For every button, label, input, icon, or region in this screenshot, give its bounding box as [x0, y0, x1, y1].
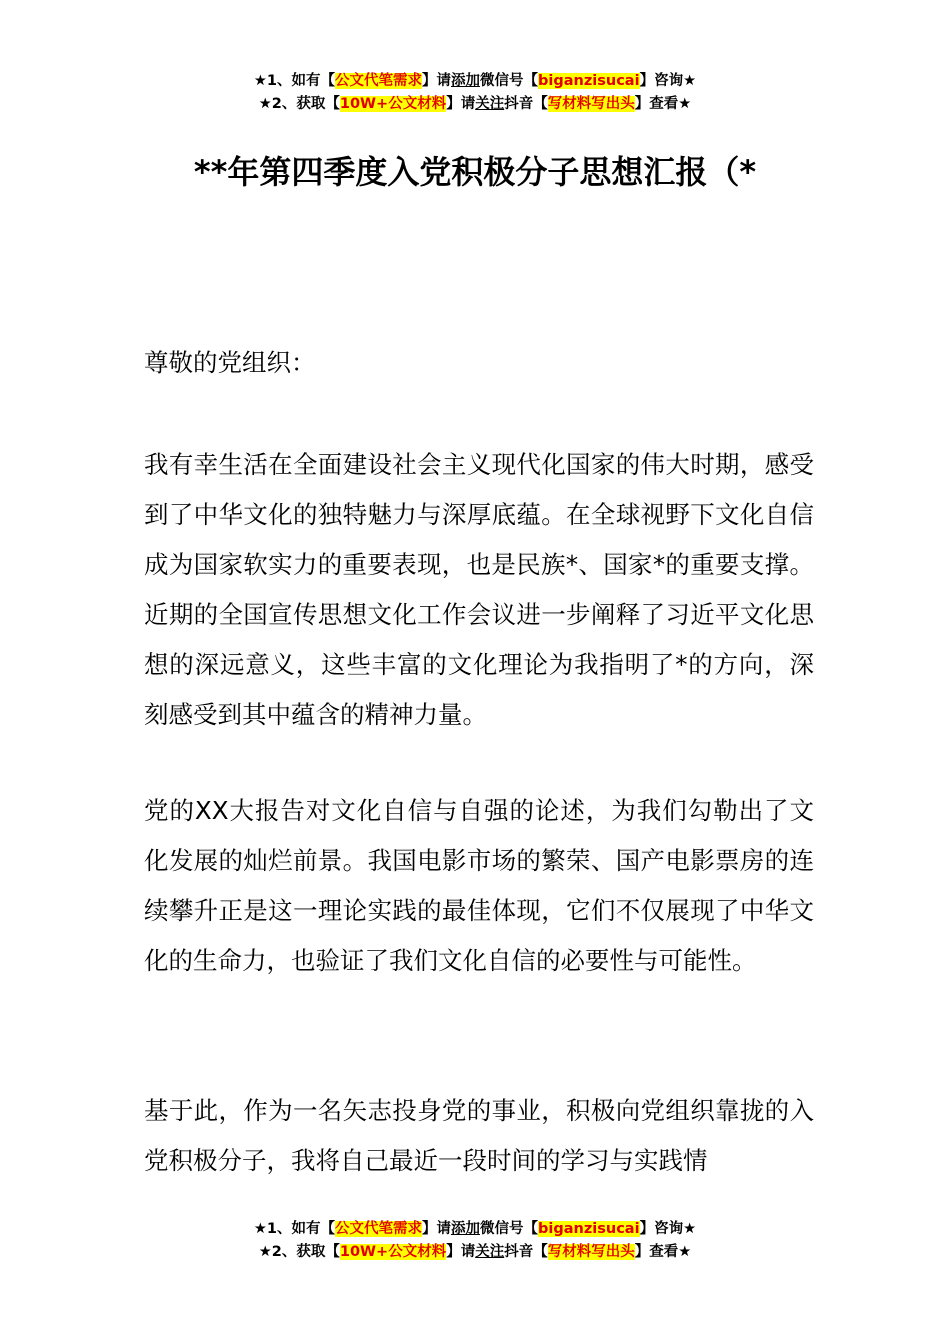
promo-text: 2、获取【	[271, 1244, 340, 1260]
promo-text: 抖音【	[504, 96, 548, 112]
document-title: **年第四季度入党积极分子思想汇报（*	[193, 153, 757, 191]
promo-underline: 关注	[475, 1244, 505, 1260]
promo-highlight: 公文代笔需求	[335, 1221, 423, 1237]
promo-underline: 添加	[451, 73, 481, 89]
promo-line-1	[0, 1218, 950, 1241]
promo-wechat-id: biganzisucai	[538, 1221, 640, 1237]
promo-banner-top	[0, 70, 950, 116]
promo-banner-bottom	[0, 1218, 950, 1264]
star-icon: ★	[253, 73, 267, 89]
promo-underline: 添加	[451, 1221, 481, 1237]
promo-text: 】咨询★	[639, 1221, 697, 1237]
promo-text: 】请	[422, 73, 452, 89]
star-icon: ★	[258, 96, 272, 112]
promo-text: 2、获取【	[271, 96, 340, 112]
promo-douyin-id: 写材料写出头	[547, 96, 635, 112]
promo-text: 】请	[422, 1221, 452, 1237]
salutation: 尊敬的党组织：	[144, 348, 316, 377]
promo-text: 微信号【	[480, 73, 539, 89]
promo-text: 】查看★	[634, 96, 692, 112]
promo-underline: 关注	[475, 96, 505, 112]
promo-line-2	[0, 1241, 950, 1264]
promo-text: 】请	[446, 1244, 476, 1260]
promo-text: 抖音【	[504, 1244, 548, 1260]
promo-text: 微信号【	[480, 1221, 539, 1237]
promo-text: 】咨询★	[639, 73, 697, 89]
promo-highlight: 公文代笔需求	[335, 73, 423, 89]
promo-text: 1、如有【	[266, 73, 336, 89]
star-icon: ★	[258, 1244, 272, 1260]
promo-text: 】查看★	[634, 1244, 692, 1260]
promo-highlight: 10W+公文材料	[339, 96, 447, 112]
promo-wechat-id: biganzisucai	[538, 73, 640, 89]
paragraph-3: 基于此，作为一名矢志投身党的事业，积极向党组织靠拢的入党积极分子，我将自己最近一段时间的学习与实践情	[144, 1096, 814, 1175]
paragraph-1: 我有幸生活在全面建设社会主义现代化国家的伟大时期，感受到了中华文化的独特魅力与深厚底蕴。在全球视野下文化自信成为国家软实力的重要表现，也是民族*、国家*的重要支撑。近期的全国宣传思想文化工作会议进一步阐释了习近平文化思想的深远意义，这些丰富的文化理论为我指明了*的方向，深刻感受到其中蕴含的精神力量。	[144, 450, 814, 729]
star-icon: ★	[253, 1221, 267, 1237]
promo-line-2	[0, 93, 950, 116]
promo-line-1	[0, 70, 950, 93]
promo-text: 】请	[446, 96, 476, 112]
promo-highlight: 10W+公文材料	[339, 1244, 447, 1260]
paragraph-2: 党的XX大报告对文化自信与自强的论述，为我们勾勒出了文化发展的灿烂前景。我国电影市场的繁荣、国产电影票房的连续攀升正是这一理论实践的最佳体现，它们不仅展现了中华文化的生命力，也验证了我们文化自信的必要性与可能性。	[144, 796, 814, 975]
promo-douyin-id: 写材料写出头	[547, 1244, 635, 1260]
promo-text: 1、如有【	[266, 1221, 336, 1237]
